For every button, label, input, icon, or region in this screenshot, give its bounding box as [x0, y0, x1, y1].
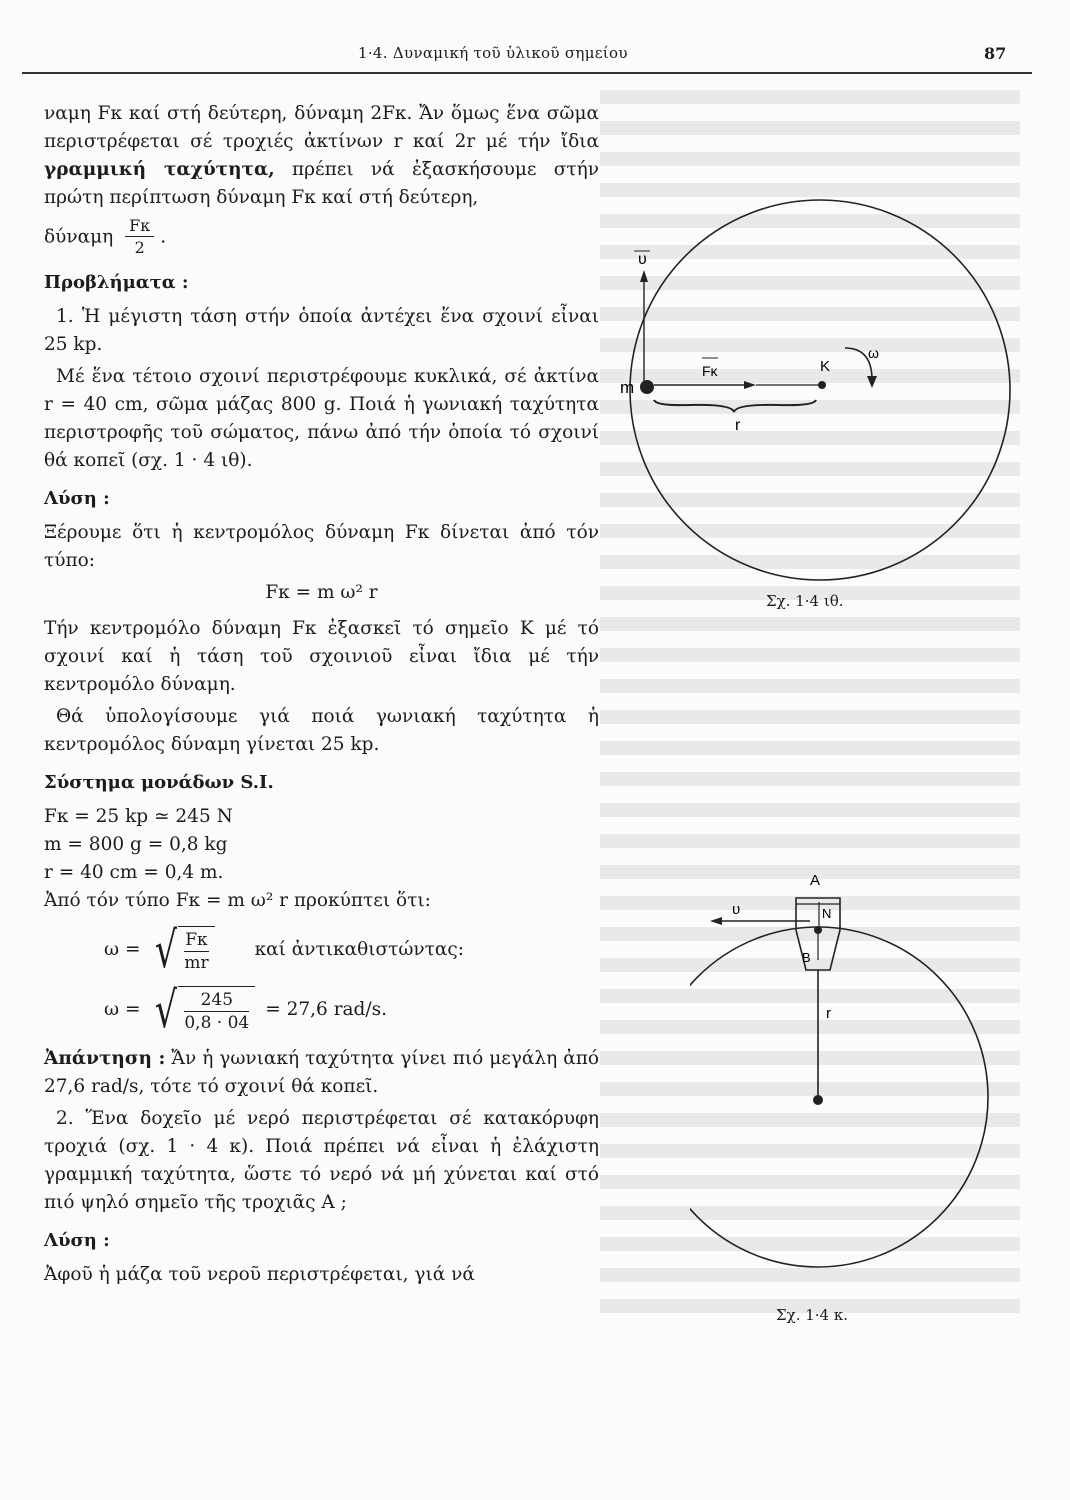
omega-formula-symbolic: ω = √ $\frac{F\kappa}{mr}$ καί ἀντικαθιστώντας: [104, 921, 464, 979]
fraction-fk-over-2: $\frac{F\kappa}{2}$ [125, 216, 154, 259]
paragraph-1-end: δύναμη $\frac{F\kappa}{2}$ . [44, 216, 167, 257]
centripetal-formula: Fκ = m ω² r [265, 582, 378, 603]
mass-point [640, 380, 654, 394]
si-units-heading: Σύστημα μονάδων S.I. [44, 772, 274, 793]
paragraph-1: ναμη Fκ καί στή δεύτερη, δύναμη 2Fκ. Ἄν ὅμως ἕνα σῶμα περιστρέφεται σέ τροχιές ἀκτίνων r καί 2r μέ τήν ἴδια γραμμική ταχύτητα, πρέπει νά ἐξασκήσουμε στήν πρώτη περίπτωση δύναμη Fκ καί στή δεύτερη, [44, 103, 599, 208]
center-label: K [820, 358, 831, 375]
square-root: √ $\frac{245}{0,8 \cdot 04}$ [150, 985, 255, 1035]
si-radius: r = 40 cm = 0,4 m. [44, 862, 224, 883]
radius-label: r [735, 417, 741, 434]
figure-2-caption: Σχ. 1·4 κ. [776, 1306, 848, 1324]
radius-brace [654, 400, 816, 412]
problem-2-text: 2. Ἕνα δοχεῖο μέ νερό περιστρέφεται σέ κατακόρυφη τροχιά (σχ. 1 · 4 κ). Ποιά πρέπει νά εἶναι ἡ ἐλάχιστη γραμμική ταχύτητα, ὥστε τό νερό νά μή χύνεται καί στό πιό ψηλό σημεῖο τῆς τροχιᾶς Α ; [44, 1108, 599, 1213]
velocity-arrowhead [710, 917, 722, 925]
radical-sign: √ [155, 921, 178, 979]
solution-2-heading: Λύση : [44, 1230, 110, 1251]
normal-label: N [822, 906, 832, 921]
answer-paragraph: Ἀπάντηση : Ἄν ἡ γωνιακή ταχύτητα γίνει πιό μεγάλη ἀπό 27,6 rad/s, τότε τό σχοινί θά κοπεῖ. [44, 1048, 599, 1097]
force-arrowhead [744, 381, 756, 389]
omega-formula-numeric: ω = √ $\frac{245}{0,8 \cdot 04}$ = 27,6 rad/s. [104, 981, 388, 1039]
omega-label: ω [868, 345, 879, 361]
figure-rotating-mass [610, 190, 1030, 590]
radical-sign: √ [155, 981, 178, 1039]
si-force: Fκ = 25 kp ≃ 245 N [44, 806, 233, 827]
orbit-circle [630, 200, 1010, 580]
figure-vertical-bucket [690, 870, 1000, 1310]
square-root: √ $\frac{F\kappa}{mr}$ [150, 925, 214, 975]
mass-label: m [620, 378, 635, 397]
top-point-label: A [810, 872, 821, 889]
problem-1-statement: 1. Ἡ μέγιστη τάση στήν ὁποία ἀντέχει ἕνα σχοινί εἶναι 25 kp. [44, 306, 599, 355]
center-point [818, 381, 826, 389]
rotation-arrowhead [867, 376, 877, 388]
solution-1-explanation: Τήν κεντρομόλο δύναμη Fκ ἐξασκεῖ τό σημεῖο Κ μέ τό σχοινί καί ἡ τάση τοῦ σχοινιοῦ εἶναι ἴδια μέ τήν κεντρομόλο δύναμη. [44, 618, 599, 695]
solution-2-text: Ἀφοῦ ἡ μάζα τοῦ νεροῦ περιστρέφεται, γιά νά [44, 1264, 475, 1285]
velocity-label: υ [732, 901, 741, 918]
running-head: 1·4. Δυναμική τοῦ ὑλικοῦ σημείου [358, 44, 628, 62]
si-mass: m = 800 g = 0,8 kg [44, 834, 228, 855]
answer-label: Ἀπάντηση : [44, 1048, 166, 1069]
figure-1-caption: Σχ. 1·4 ιθ. [766, 592, 844, 610]
vertical-orbit-circle [690, 927, 988, 1267]
bucket-point [814, 926, 822, 934]
problems-heading: Προβλήματα : [44, 272, 189, 293]
velocity-arrowhead [640, 270, 648, 282]
solution-heading: Λύση : [44, 488, 110, 509]
main-text-column [44, 100, 599, 1293]
velocity-label: υ [638, 251, 647, 268]
solution-1-intro: Ξέρουμε ὅτι ἡ κεντρομόλος δύναμη Fκ δίνεται ἀπό τόν τύπο: [44, 522, 599, 571]
bold-phrase: γραμμική ταχύτητα, [44, 159, 275, 180]
problem-1-text: Μέ ἕνα τέτοιο σχοινί περιστρέφουμε κυκλικά, σέ ἀκτίνα r = 40 cm, σῶμα μάζας 800 g. Ποιά ἡ γωνιακή ταχύτητα περιστροφῆς τοῦ σώματος, πάνω ἀπό τήν ὁποία τό σχοινί θά κοπεῖ (σχ. 1 · 4 ιθ). [44, 366, 599, 471]
from-formula-text: Ἀπό τόν τύπο Fκ = m ω² r προκύπτει ὅτι: [44, 890, 431, 911]
page-number: 87 [984, 44, 1007, 63]
solution-1-compute: Θά ὑπολογίσουμε γιά ποιά γωνιακή ταχύτητα ἡ κεντρομόλος δύναμη γίνεται 25 kp. [44, 706, 599, 755]
force-label: Fκ [702, 363, 718, 379]
radius-label: r [826, 1005, 831, 1022]
weight-label: B [802, 950, 811, 965]
header-rule [22, 72, 1032, 74]
center-point [813, 1095, 823, 1105]
